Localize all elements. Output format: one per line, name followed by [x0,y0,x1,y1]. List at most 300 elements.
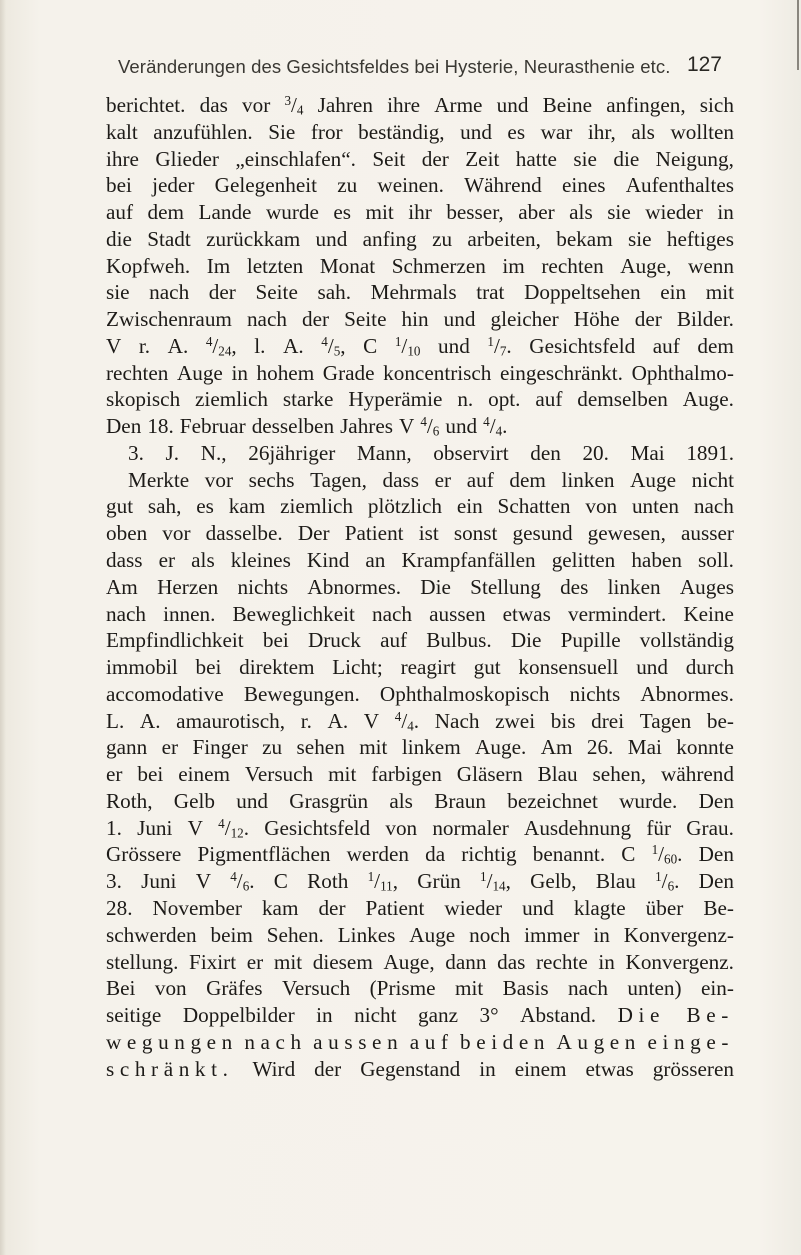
word: nach [149,280,190,305]
text-line [106,601,734,628]
fraction-numerator: 4 [321,333,328,349]
body-text [106,92,734,1082]
word: Während [464,173,542,198]
word: Versuch [281,976,351,1001]
word: gesund [512,521,573,546]
word: L. [106,708,125,733]
word: Auge. [682,387,734,412]
word: gleicher [490,307,559,332]
word: Druck [307,628,361,653]
word: Krampfanfällen [401,548,536,573]
word: normaler [432,815,509,840]
word: konnte [676,735,734,760]
fraction-numerator: 3 [284,92,291,108]
word: zu [262,735,283,760]
word: er [158,548,176,573]
word: der [318,895,346,920]
text-line [106,306,734,333]
text-line [106,493,734,520]
word [313,1029,403,1056]
word: 1891. [686,440,734,465]
text-line [106,253,734,280]
word: Jahren [317,93,373,117]
fraction-denominator: 6 [432,423,440,439]
word: vor [204,467,234,492]
word [410,1029,454,1056]
word: von [385,815,418,840]
word: nach [693,494,734,519]
word: Gegenstand [360,1056,461,1081]
word: ihr [408,200,432,225]
word: Hyperämie [348,387,443,412]
word: wurde. [619,788,678,813]
word: Ophthalmo- [631,360,734,385]
word: gut [106,494,134,519]
text-line [106,1029,734,1056]
word: als [569,200,593,225]
word: sich [699,93,734,117]
word [106,1056,233,1083]
word: Blau [595,869,636,894]
fraction-numerator: 1 [655,868,662,884]
fraction-denominator: 14 [492,878,506,894]
word: mit [273,949,303,974]
word: Im [206,253,231,278]
word: C [363,333,378,358]
word: heftiges [666,226,734,251]
text-line [106,975,734,1002]
word: l. [254,333,266,358]
word: C [273,869,288,894]
word: skopisch [106,387,181,412]
word: Grau. [686,815,734,840]
text-line [106,172,734,199]
word: Juni [137,815,173,840]
word: etwas [502,601,551,626]
word: Konvergenz. [625,949,734,974]
word: anzufühlen. [153,119,253,144]
word: Abnormes. [307,574,401,599]
word: nach [568,976,608,1001]
word: besser, [446,200,504,225]
word: 18. [147,414,174,439]
word: einem [178,762,230,787]
text-line [106,681,734,708]
fraction-numerator: 1 [480,868,487,884]
word: Juni [141,869,177,894]
word: Abstand. [520,1003,597,1028]
fraction-numerator: 4 [420,413,427,429]
word: 3. [128,440,144,465]
word: Versuch [244,762,314,787]
word: Den [698,788,734,813]
word: dem [147,200,185,225]
word: Doppelbilder [182,1003,295,1028]
fraction-denominator: 5 [333,343,341,359]
fraction-numerator: 4 [218,815,225,831]
word: und [460,119,492,144]
word: Basis [502,976,549,1001]
word: aussen [429,601,486,626]
word: mit [359,735,388,760]
word: auf [380,628,408,653]
fraction-numerator: 4 [205,333,213,349]
word: Zwischenraum [106,307,232,332]
text-line [106,440,734,467]
word: nichts [569,681,621,706]
word: dass [106,548,143,573]
word: 28. [106,895,133,920]
word: nicht [354,1003,397,1028]
word: einem [514,1056,567,1081]
word: jeder [152,173,195,198]
text-line [106,734,734,761]
word: Finger [192,735,248,760]
word: weinen. [377,173,444,198]
word: haben [631,548,682,573]
word: Stellung [470,574,541,599]
word: durch [685,655,734,680]
word: wurde [265,200,319,225]
word: immobil [106,655,178,680]
word: sehen, [592,762,647,787]
word: der [634,307,662,332]
word: 3. [106,869,122,894]
word: eines [561,173,606,198]
word: Auge [630,467,676,492]
word: Keine [683,601,734,626]
word: Grün [417,869,461,894]
word: bei [106,173,132,198]
text-line [106,199,734,226]
word: r. [138,333,151,358]
word: oben [106,521,148,546]
word: plötzlich [367,494,442,519]
word: A. [139,708,161,733]
text-line [106,360,734,387]
page-header [118,53,722,88]
word: in [316,1003,333,1028]
emphasized-word: aussen [313,1029,404,1054]
word: rechte [536,949,588,974]
text-line [106,92,734,119]
word: arbeiten, [467,226,541,251]
word: und [636,655,668,680]
word: A. [167,333,189,358]
word: Arme [434,93,483,117]
word: an [365,548,386,573]
text-line [106,654,734,681]
word: bekam [556,226,613,251]
word: Fixirt [189,949,237,974]
word: und [496,93,529,117]
word: mit [454,976,484,1001]
word: Grasgrün [289,788,369,813]
word: auf [535,387,563,412]
word: nach [106,601,146,626]
word: Gesichtsfeld [264,815,371,840]
word: Den [106,414,142,439]
word: linkem [401,735,461,760]
word: Glieder [155,146,219,171]
word: benannt. [532,842,606,867]
word: Am [540,735,573,760]
word: das [199,93,228,117]
word: Lande [198,200,252,225]
word: Patient [365,895,425,920]
word: bei [137,762,164,787]
word: wieder [444,895,503,920]
word: farbigen [371,762,442,787]
word: 26jähriger [248,440,336,465]
word: $^4$/12. [218,815,250,841]
word: in [598,949,615,974]
word: diesem [312,949,373,974]
word: $^4$/6. [230,868,255,894]
word: zu [432,226,453,251]
fraction-numerator: 1 [487,333,494,349]
word: werden [346,842,409,867]
word: Neigung, [655,146,734,171]
word: konsensuell [518,655,619,680]
word: dann [445,949,487,974]
word: $^4$/24, [205,333,237,359]
word: klagte [573,895,626,920]
word: Am [106,574,138,599]
word: gelitten [551,548,616,573]
word: $^4$/6 [420,413,440,439]
word: aber [518,200,555,225]
word: ganz [418,1003,459,1028]
text-line [106,949,734,976]
word: Roth [307,869,349,894]
word: Gläsern [456,762,523,787]
word: wollten [670,119,734,144]
word: Doppeltsehen [524,280,641,305]
word: $^1$/7. [487,333,512,359]
word: Abnormes. [640,681,734,706]
word: Auge [176,360,223,385]
word: (Prisme [369,976,436,1001]
word [687,1002,734,1029]
word: Ausdehnung [524,815,632,840]
word: C [621,842,636,867]
word: sonst [453,521,498,546]
word: der [421,146,449,171]
word: Zeit [465,146,500,171]
text-line [106,708,734,735]
emphasized-word: Augen [556,1029,642,1054]
word: Kopfweh. [106,253,191,278]
word: er [434,467,452,492]
word: hin [401,307,429,332]
word [244,1029,306,1056]
word: trat [476,280,505,305]
word: gewesen, [587,521,666,546]
word: Gesichtsfeld [529,333,636,358]
text-line [106,413,734,440]
fraction-numerator: 4 [394,708,402,724]
word: beständig, [358,119,445,144]
word: und [445,414,478,439]
word: und [443,307,476,332]
word: letzten [246,253,304,278]
emphasized-word: schränkt. [106,1056,234,1081]
word: V [195,869,211,894]
word: mit [705,280,734,305]
word: die [106,226,132,251]
word: richtig [461,842,517,867]
word: der [208,280,236,305]
fraction-denominator: 4 [296,102,304,118]
word: ein [456,494,483,519]
word: Die [510,628,542,653]
word: und [438,333,470,358]
word: in [717,200,734,225]
word: $^1$/11, [367,868,398,894]
word: stellung. [106,949,179,974]
text-line [106,627,734,654]
word: $^1$/60. [651,842,683,868]
word: Den [698,842,734,867]
word [647,1029,734,1056]
text-line [106,574,734,601]
word: ziemlich [280,494,354,519]
emphasized-word: nach [244,1029,307,1054]
word: Den [698,869,734,894]
word: ihr, [587,119,616,144]
word: nicht [691,467,734,492]
word: innen. [163,601,216,626]
word: ihre [387,93,421,117]
word: hohem [256,360,315,385]
word: dasselbe. [205,521,283,546]
word: Grade [322,360,375,385]
emphasized-word: einge- [647,1029,734,1054]
word: grösseren [652,1056,734,1081]
word: Nach [434,708,480,733]
text-line [106,1056,734,1083]
word: im [502,253,525,278]
text-line [106,333,734,360]
word: 20. [582,440,609,465]
word: Die [420,574,451,599]
word: Konvergenz- [623,922,734,947]
word: Sehen. [266,922,324,947]
word: Empfindlichkeit [106,628,244,653]
word: anfing [362,226,417,251]
word: anfingen, [606,93,686,117]
word: Pigmentflächen [197,842,331,867]
text-line [106,547,734,574]
word: und [522,895,554,920]
word: kalt [106,119,138,144]
text-line [106,761,734,788]
fraction-denominator: 6 [667,878,675,894]
word [618,1002,665,1029]
word: schwerden [106,922,197,947]
emphasized-word: Die [617,1003,665,1028]
emphasized-word: beiden [460,1029,551,1054]
word: und [315,226,348,251]
emphasized-word: Be- [686,1003,734,1028]
word: Grössere [106,842,182,867]
word: Auge. [475,735,527,760]
word: ein [660,280,687,305]
word: Seite [344,307,387,332]
word: Gelb, [530,869,577,894]
fraction-denominator: 4 [495,423,503,439]
word: dass [382,467,420,492]
word: Der [297,521,330,546]
word: als [631,119,655,144]
text-line [106,386,734,413]
word: Beweglichkeit [232,601,355,626]
fraction-denominator: 7 [499,343,507,359]
word: auf [652,333,680,358]
word: hatte [515,146,557,171]
fraction-numerator: 1 [651,842,659,858]
word: Auge [409,922,456,947]
word: Roth, [106,788,153,813]
word: Bulbus. [426,628,492,653]
word: V [399,414,415,439]
text-line [106,279,734,306]
fraction-numerator: 4 [230,868,237,884]
word: da [425,842,446,867]
word: die [613,146,640,171]
text-line [106,520,734,547]
text-line [106,119,734,146]
word: zwei [495,708,536,733]
word: be- [706,708,734,733]
word: n. [457,387,474,412]
word: sie [106,280,130,305]
word: Braun [434,788,486,813]
word: als [191,548,215,573]
word: Wird [252,1056,296,1081]
word: vollständig [639,628,734,653]
word: 26. [586,735,614,760]
word: auf [106,200,134,225]
word: nach [246,307,287,332]
word: bei [195,655,222,680]
word: ist [418,521,439,546]
word: accomodative [106,681,224,706]
word: dem [697,333,734,358]
word: Seit [372,146,406,171]
word: V [187,815,203,840]
word: nichts [237,574,289,599]
word: das [497,949,526,974]
text-line [106,868,734,895]
word: direktem [239,655,315,680]
word: Mehrmals [370,280,457,305]
word: ihre [106,146,139,171]
word: Bei [106,976,136,1001]
word: eingeschränkt. [500,360,623,385]
word: unten [631,494,680,519]
word: es [333,200,352,225]
word: Aufenthaltes [625,173,734,198]
word: drei [591,708,625,733]
word: reagirt [400,655,456,680]
word: kam [228,494,266,519]
word: Bilder. [676,307,734,332]
word: N., [200,440,227,465]
word: zu [337,173,358,198]
word: er [106,762,123,787]
